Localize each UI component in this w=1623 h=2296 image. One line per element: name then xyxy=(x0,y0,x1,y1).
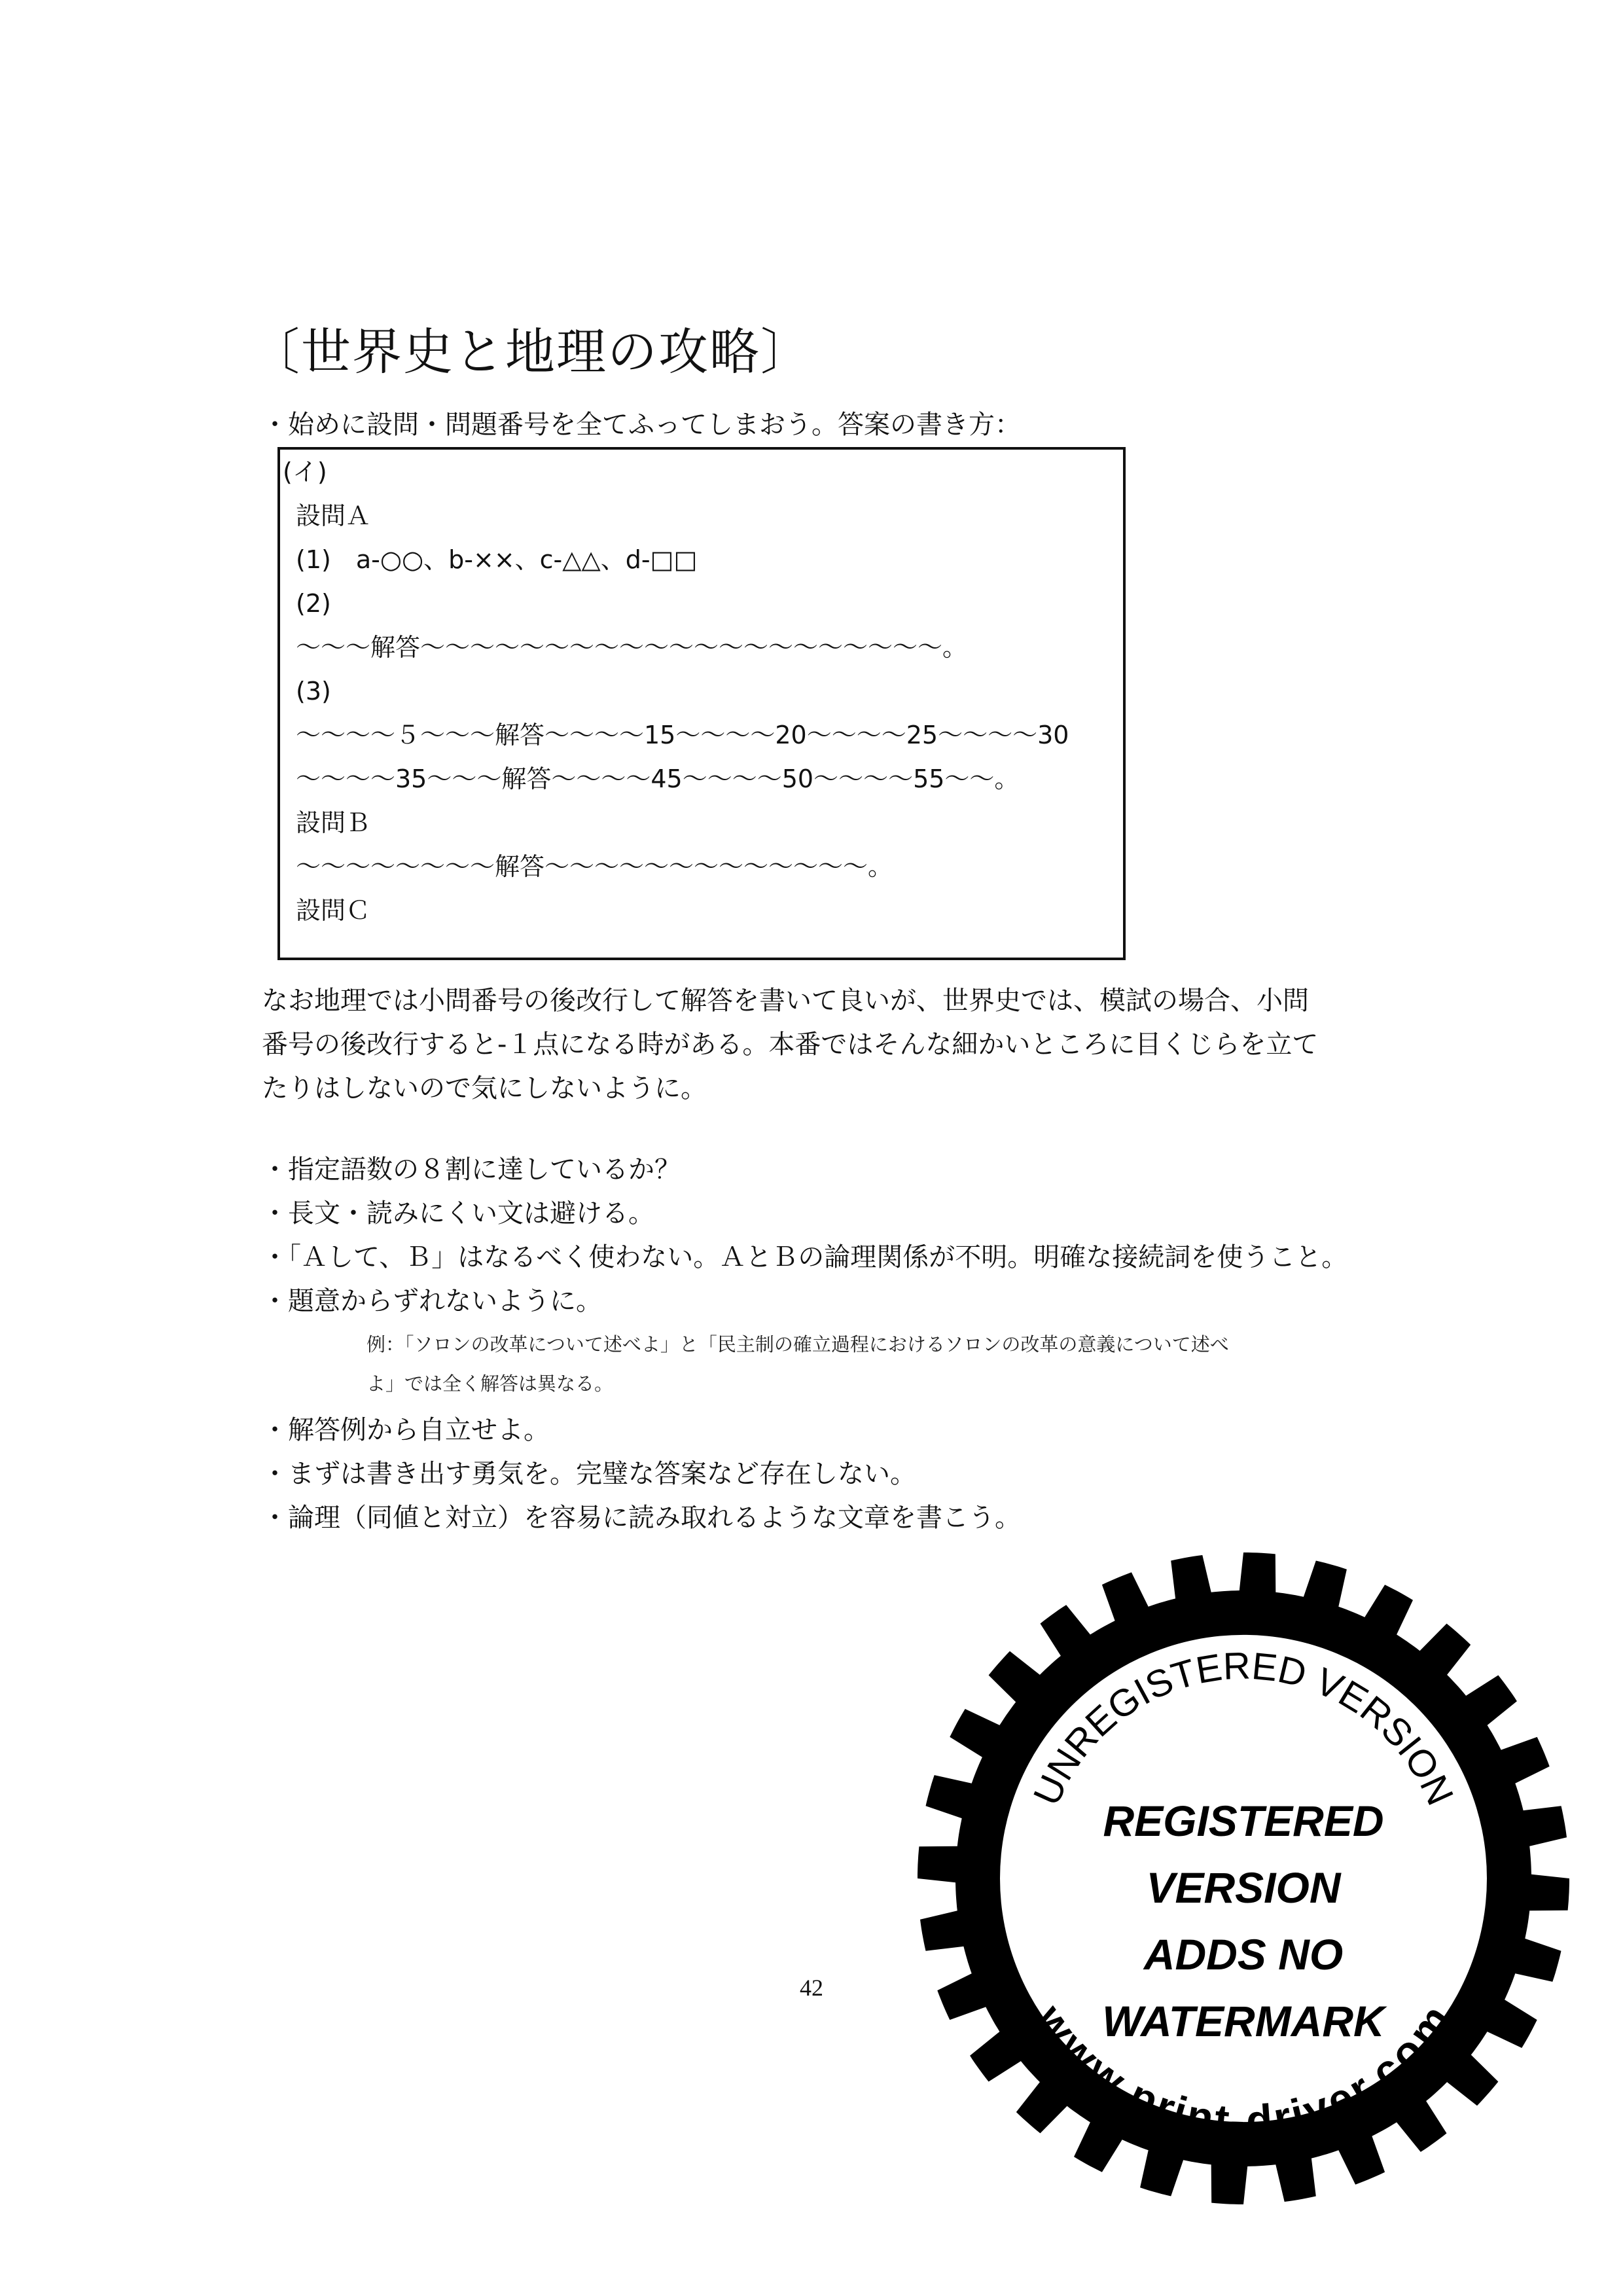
watermark-arc-top-text: UNREGISTERED VERSION xyxy=(1025,1644,1462,1812)
note-line: なお地理では小問番号の後改行して解答を書いて良いが、世界史では、模試の場合、小問 xyxy=(262,986,1309,1016)
tip-stay-on-topic: ・題意からずれないように。 xyxy=(262,1286,602,1316)
example-line-2: よ」では全く解答は異なる。 xyxy=(366,1372,614,1395)
box-line-i: (イ) xyxy=(283,457,327,486)
tip-long-sentences: ・長文・読みにくい文は避ける。 xyxy=(262,1198,654,1229)
page-number: 42 xyxy=(800,1975,823,2001)
box-line-answer-3b: 〜〜〜〜35〜〜〜解答〜〜〜〜45〜〜〜〜50〜〜〜〜55〜〜。 xyxy=(296,764,1020,793)
tip-courage: ・まずは書き出す勇気を。完璧な答案など存在しない。 xyxy=(262,1459,916,1489)
watermark-center-line-3: ADDS NO xyxy=(1143,1930,1344,1979)
watermark-arc-bottom-text: www.print-driver.com xyxy=(1027,1996,1460,2145)
tip-word-count: ・指定語数の８割に達しているか？ xyxy=(262,1155,681,1185)
note-line: 番号の後改行すると-１点になる時がある。本番ではそんな細かいところに目くじらを立て xyxy=(262,1030,1319,1060)
intro-text: ・始めに設問・問題番号を全てふってしまおう。答案の書き方： xyxy=(262,410,1021,440)
box-line-answer-2: 〜〜〜解答〜〜〜〜〜〜〜〜〜〜〜〜〜〜〜〜〜〜〜〜〜。 xyxy=(296,633,968,662)
box-line-1: (1) a-○○、b-××、c-△△、d-□□ xyxy=(296,545,698,574)
example-line-1: 例：「ソロンの改革について述べよ」と「民主制の確立過程におけるソロンの改革の意義について述べ xyxy=(366,1333,1229,1355)
tip-logic: ・論理（同値と対立）を容易に読み取れるような文章を書こう。 xyxy=(262,1503,1021,1533)
tip-independence: ・解答例から自立せよ。 xyxy=(262,1415,550,1445)
box-line-question-a: 設問Ａ xyxy=(296,501,371,530)
box-line-question-b: 設問Ｂ xyxy=(296,808,371,837)
box-line-2: (2) xyxy=(296,589,331,618)
box-line-3: (3) xyxy=(296,677,331,706)
box-line-question-c: 設問Ｃ xyxy=(296,896,371,925)
watermark-center-line-4: WATERMARK xyxy=(1102,1997,1385,2045)
note-paragraph xyxy=(262,979,1387,1111)
page-title: 〔世界史と地理の攻略〕 xyxy=(250,323,812,381)
answer-format-box xyxy=(277,447,1126,960)
watermark-center-line-2: VERSION xyxy=(1146,1863,1341,1912)
box-line-answer-b: 〜〜〜〜〜〜〜〜解答〜〜〜〜〜〜〜〜〜〜〜〜〜。 xyxy=(296,852,893,881)
watermark-center-line-1: REGISTERED xyxy=(1103,1797,1384,1845)
box-line-answer-3a: 〜〜〜〜５〜〜〜解答〜〜〜〜15〜〜〜〜20〜〜〜〜25〜〜〜〜30 xyxy=(296,721,1069,749)
watermark-stamp xyxy=(916,1551,1571,2206)
tip-conjunctions: ・「Ａして、Ｂ」はなるべく使わない。ＡとＢの論理関係が不明。明確な接続詞を使うこと。 xyxy=(262,1242,1348,1272)
note-line: たりはしないので気にしないように。 xyxy=(262,1073,707,1103)
